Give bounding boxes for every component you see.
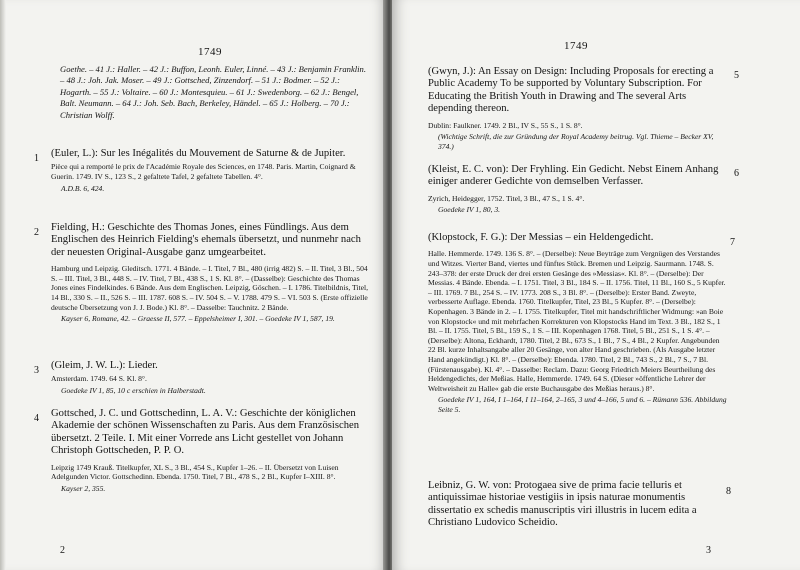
entry-details: Halle. Hemmerde. 1749. 136 S. 8°. – (Derselbe): Neue Beyträge zum Vergnügen des Verstandes und Witzes. Vierter Band, viertes und fünftes Stück. Bremen und Leipzig. Saurmann. 1748. S. 243–378: der erste Druck der drei ersten Gesänge des »Messias«. Kl. 8°. – (Derselbe): Der Messias. 4 Bände. Ebenda. – I. 1751. Titel, 3 Bl., 184 S. – II. 1756. Titel, 11 Bl., 160 S., 5 Kupfer. – III. 1769. 7 Bl., 254 S. – IV. 1773. 208 S., 3 Bl. 8°. – (Derselbe): Erster Band. Zweyte, verbesserte Auflage. Ebenda. 1760. Titelkupfer, Titel, 23 Bl., 5 Kupfer. 8°. – (Derselbe): Kopenhagen. 3 Bände in 2. – I. 1755. Titelkupfer, Titel mit handschriftlicher Widmung: »an Boie von Klopstock« und mit mehrfachen Korrekturen von Klopstocks Hand im Text. 3 Bl., 182 S., 1 Bl. – II. 1755. Titel, 5 Bl., 159 S., 1 S. – III. Kopenhagen 1768. Titel, 5 Bl., 251 S., 1 S. 4°. – (Derselbe): Altona, Eckhardt, 1780. Titel, 2 Bl., 673 S., 1 Bl., 7 S., 4 Bl., 2 Kupfer. Angebunden 22 Bl. kurze Inhaltsangabe aller 20 Gesänge, von alter Hand geschrieben. (Als Ausgabe letzter Hand angekündigt.) Kl. 8°. – (Derselbe): Ebenda. 1780. Titel, 2 Bl., 743 S., 2 Bl., 7 S., 7 Bl. (Fürstenausgabe). Kl. 4°. – Dasselbe: Reclam. Dazu: Georg Friedrich Meiers Beurtheilung des Heldengedichts, der Meßias. Halle, Hemmerde. 1749. 64 S. (Dieser »öffentliche Lehrer der Weltweisheit zu Halle« gab die erste Buchausgabe des Meßias heraus.) 8°. [428,249,726,393]
catalog-entry [51,222,373,324]
entry-heading: (Klopstock, F. G.): Der Messias – ein Heldengedicht. [428,232,654,243]
entry-heading: (Gwyn, J.): An Essay on Design: Including Proposals for erecting a Public Academy To be supported by Voluntary Subscription. For Educating the British Youth in Drawing and The several Arts depending thereon. [428,66,714,115]
page-number: 2 [60,545,65,556]
right-page [392,0,800,570]
entry-heading: Fielding, H.: Geschichte des Thomas Jones, eines Fündlings. Aus dem Englischen des Heinrich Fielding's ehemals übersetzt, und nunmehr nach der neuesten Original-Ausgabe ganz umgearbeitet. [51,222,361,258]
entry-number: 4 [34,413,39,424]
entry-note: Kayser 6, Romane, 42. – Graesse II, 577. – Eppelsheimer I, 301. – Goedeke IV 1, 587, 19. [61,314,335,324]
running-head-year: 1749 [564,40,588,52]
entry-number: 8 [726,486,731,497]
left-page [0,0,385,570]
continuation-text: Goethe. – 41 J.: Haller. – 42 J.: Buffon, Leonh. Euler, Linné. – 43 J.: Benjamin Franklin. – 48 J.: Joh. Jak. Moser. – 49 J.: Gottsched, Zinzendorf. – 51 J.: Bodmer. – 52 J.: Hogarth. – 55 J.: Voltaire. – 60 J.: Montesquieu. – 61 J.: Swedenborg. – 62 J.: Bengel, Balt. Neumann. – 64 J.: Joh. Seb. Bach, Berkeley, Händel. – 65 J.: Holberg. – 70 J.: Christian Wolff. [60,64,366,120]
entry-number: 6 [734,168,739,179]
entry-heading: (Gleim, J. W. L.): Lieder. [51,360,158,371]
entry-number: 7 [730,237,735,248]
page-edge-shadow [0,0,6,570]
catalog-entry [428,66,728,151]
entry-details: Pièce qui a remporté le prix de l'Académie Royale des Sciences, en 1748. Paris. Martin, Coignard & Guerin. 1749. IV S., 123 S., 2 gefaltete Tafel, 2 gefaltete Tabellen. 4°. [51,162,356,181]
entry-number: 5 [734,70,739,81]
entry-number: 3 [34,365,39,376]
catalog-entry [428,232,728,415]
entry-number: 2 [34,227,39,238]
entry-note: A.D.B. 6, 424. [61,183,105,193]
entry-note: Goedeke IV 1, 85, 10 c erschien in Halberstadt. [61,386,206,395]
entry-heading: Leibniz, G. W. von: Protogaea sive de prima facie telluris et antiquissimae historiae vestigiis in ipsis naturae monumentis dissertatio ex schedis manuscriptis viri illustris in lucem edita a Christiano Ludovico Scheidio. [428,480,697,529]
entry-note: Goedeke IV 1, 80, 3. [438,205,501,215]
entry-details: Amsterdam. 1749. 64 S. Kl. 8°. [51,374,147,384]
catalog-entry [51,148,373,193]
catalog-entry [428,480,728,530]
entry-heading: (Euler, L.): Sur les Inégalités du Mouvement de Saturne & de Jupiter. [51,148,346,159]
entry-number: 1 [34,153,39,164]
page-number: 3 [706,545,711,556]
entry-note: Goedeke IV 1, 164, I 1–164, I 11–164, 2–165, 3 und 4–166, 5 und 6. – Rümann 536. Abbildung Seite 5. [438,395,727,414]
entry-note: (Wichtige Schrift, die zur Gründung der Royal Academy beitrug. Vgl. Thieme – Becker XV, 374.) [438,132,714,151]
entry-details: Hamburg und Leipzig. Gleditsch. 1771. 4 Bände. – I. Titel, 7 Bl., 480 (irrig 482) S. – II. Titel, 3 Bl., 504 S. – III. Titel, 3 Bl., 448 S. – IV. Titel, 7 Bl., 438 S., 1 S. Kl. 8°. – (Dasselbe): Geschichte des Thomas Jones eines Findelkindes. 6 Bände. Aus dem Englischen. Leipzig, Göschen. – I. 1786. Titelbildnis, Titel, 14 Bl., 330 S. – II., 526 S. – III. 1787. 608 S. – IV. 504 S. – V. 1788. 479 S. – VI. 503 S. (Erste offizielle deutsche Übersetzung von J. J. Bode.) Kl. 8°. – Dasselbe: Tauchnitz. 2 Bände. [51,264,369,312]
catalog-entry [428,164,728,215]
entry-note: Kayser 2, 355. [61,483,106,493]
entry-heading: Gottsched, J. C. und Gottschedinn, L. A. V.: Geschichte der königlichen Akademie der schönen Wissenschaften zu Paris. Aus dem Französischen übersetzt. 2 Teile. I. Mit einer Vorrede ans Licht gestellet von Johann Christoph Gottscheden, P. P. O. [51,408,359,457]
entry-details: Leipzig 1749 Krauß. Titelkupfer, XL S., 3 Bl., 454 S., Kupfer 1–26. – II. Übersetzt von Luisen Adelgunden Victor. Gottschedinn. Ebenda. 1750. Titel, 7 Bl., 478 S., 2 Bl., Kupfer I–XIII. 8°. [51,462,339,482]
entry-details: Zyrich, Heidegger, 1752. Titel, 3 Bl., 47 S., 1 S. 4°. [428,193,585,203]
catalog-entry [51,408,373,493]
running-head-year: 1749 [198,46,222,58]
entry-details: Dublin: Faulkner. 1749. 2 Bl., IV S., 55 S., 1 S. 8°. [428,120,583,130]
entry-heading: (Kleist, E. C. von): Der Fryhling. Ein Gedicht. Nebst Einem Anhang einiger anderer Gedichte von demselben Verfasser. [428,164,719,188]
catalog-entry [51,360,373,396]
